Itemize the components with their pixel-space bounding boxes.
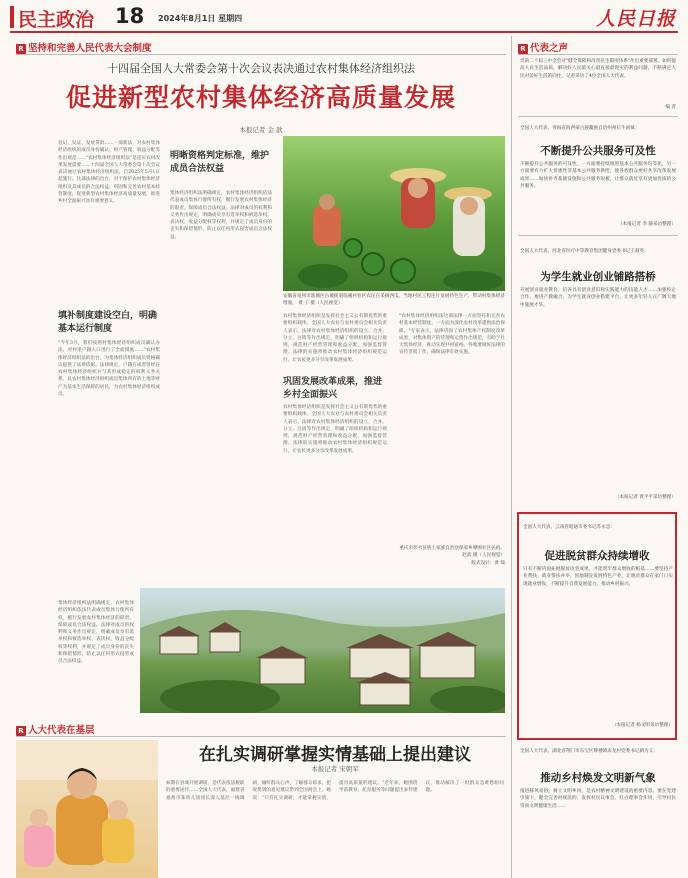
deputy-children-illustration <box>16 740 158 878</box>
main-headline: 促进新型农村集体经济高质量发展 <box>65 83 456 112</box>
issue-date: 2024年8月1日 星期四 <box>158 14 243 23</box>
page-number: 18 <box>115 4 145 28</box>
bottom-article-body: 如期在县城开展调研，是代表依法履职的重要途径……全国人大代表、福建省福州市某幼儿园园长深入基层一线调研，倾听群众心声，了解群众诉求，把收集到的意见建议带到全国两会上。她说："只有扎实调研，才能掌握实情，提出高质量的建议。"近年来，她围绕学前教育、托育服务等问题提出多件建议，推动解决了一批群众急难愁盼问题。 <box>166 781 504 801</box>
right-intro-rule <box>518 116 678 117</box>
main-col3-text: 农村集体经济组织是发挥社会主义公有制优势的重要组织载体。全国人大农业与农村委员会相关负责人表示，法律对农村集体经济组织的设立、合并、分立、注销等作出规定，明确了组织机构和运行规则，规范财产经营管理和收益分配，加强监督管理。法律的实施将推动农村集体经济组织规范运行，让农民更多分享改革发展成果。 <box>283 314 387 363</box>
page-header <box>0 0 688 36</box>
deputy-2-credit: （本报记者 黄平平采访整理） <box>614 495 676 500</box>
layout-editor: 版式设计：黄 瑞 <box>471 560 505 566</box>
deputy-1-meta: 全国人大代表、青海省海西蒙古族藏族自治州州长牛国斌： <box>520 126 640 131</box>
subhead-fill-gap: 填补制度建设空白，明确基本运行制度 <box>58 311 158 334</box>
newspaper-logo: 人民日报 <box>596 8 677 30</box>
main-col3-text-b: 农村集体经济组织是发挥社会主义公有制优势的重要组织载体。全国人大农业与农村委员会相关负责人表示，法律对农村集体经济组织的设立、合并、分立、注销等作出规定，明确了组织机构和运行规则，规范财产经营管理和收益分配，加强监督管理。法律的实施将推动农村集体经济组织规范运行，让农民更多分享改革发展成果。 <box>283 405 387 454</box>
deputy-4-meta: 全国人大代表、湖北省荆门市东宝区牌楼镇来龙村党委书记朝为义： <box>520 749 658 754</box>
r-badge-icon: R <box>518 44 528 54</box>
right-intro-author: 编 者 <box>665 105 676 110</box>
deputy-4-body: 推进移风易俗，树立文明乡风，是农村精神文明建设的重要内容。要在党建引领下，健全完善村规民约，发挥村民议事会、红白理事会作用，引导村民崇尚文明健康生活…… <box>520 789 676 809</box>
right-tag-rule <box>518 54 678 55</box>
main-col2-text: 集体经济组织法明确规定，农村集体经济组织依法代表成员集体行使所有权，履行发展农村集体经济的职责，保障成员合法权益。法律对成员的权利和义务作出规定，明确成员享有选举权和被选举权、表决权、收益分配权等权利，并规定了成员身份的丧失和保留情形，防止以任何形式侵害成员合法权益。 <box>170 191 272 240</box>
photo1-credit: 黄 子 摄（人民视觉） <box>298 301 343 307</box>
right-intro-box <box>520 58 676 114</box>
r-badge-icon: R <box>16 726 26 736</box>
village-scene-illustration <box>140 588 505 713</box>
deputy-2-body: 开展创业就业教育，培养具有创业意识和实践能力的技能人才……加强校企合作，推进产教融合，为学生就业创业搭建平台，让更多年轻人在广阔天地中施展才华。 <box>520 288 676 308</box>
photo-watermelon-harvest <box>283 136 505 291</box>
main-col1-text: 登记、发证、发放贷款……一部新法，对农村集体经济组织的成员身份确认、财产管理、收益分配等作出规范……"农村集体经济组织法"是适应农村改革发展需要……十四届全国人大常委会第十次会议表决通过农村集体经济组织法，自2025年5月1日起施行。这部法律的出台，对于保护农村集体经济组织及其成员的合法权益，巩固和完善农村基本经营制度，促进新型农村集体经济高质量发展，推进乡村全面振兴具有重要意义。 <box>58 141 160 205</box>
deputy-1-body: 不断提升公共服务的可及性，一方面要持续推进基本公共服务均等化，另一方面要有力扩大普惠性非基本公共服务供给，使各族群众更好共享改革发展成果……加快补齐基础设施和公共服务短板，让群众就近享有更加优质的公共服务。 <box>520 162 676 189</box>
deputy-1-title: 不断提升公共服务可及性 <box>540 145 656 157</box>
photo-village-homestay <box>140 588 505 713</box>
section-tag-npc-system: R 坚持和完善人民代表大会制度 <box>16 40 152 54</box>
deputy-2-meta: 全国人大代表、河北省医疗中等教育集团健身党委书记王淑英： <box>520 249 649 254</box>
main-byline: 本报记者 金 歆 <box>239 126 283 134</box>
header-accent-bar <box>10 6 14 28</box>
main-col1-text3: 集体经济组织法明确规定，农村集体经济组织依法代表成员集体行使所有权，履行发展农村集体经济的职责，保障成员合法权益。法律对成员的权利和义务作出规定，明确成员享有选举权和被选举权、表决权、收益分配权等权利，并规定了成员身份的丧失和保留情形，防止以任何形式侵害成员合法权益。 <box>58 601 134 665</box>
farm-scene-illustration <box>283 136 505 291</box>
main-kicker: 十四届全国人大常委会第十次会议表决通过农村集体经济组织法 <box>107 62 415 75</box>
photo-deputy-with-children <box>16 740 158 878</box>
r-badge-icon: R <box>16 44 26 54</box>
section-tag-deputies-grassroots: R 人大代表在基层 <box>16 722 95 736</box>
main-col1-text2: "今年3月，我们按照村集体经济组织成员确认办法，对村里户籍人口进行了全面摸底……"农村集体经济组织法的出台，为集体经济组织成员资格确认提供了法律依据。法律规定，户籍在或者曾经在农村集体经济组织并与其形成稳定的权利义务关系，以农村集体经济组织成员集体所有的土地等财产为基本生活保障的居民，为农村集体经济组织成员。 <box>58 341 160 398</box>
deputy-3-title: 促进脱贫群众持续增收 <box>544 550 650 562</box>
deputy-3-body: 只有不断巩固拓展脱贫攻坚成果，才能筑牢群众增收的根基……要坚持产业帮扶、就业帮扶并举，因地制宜发展特色产业，让脱贫群众在家门口实现就业增收，不断提升自我发展能力，推动乡村振兴。 <box>523 567 673 587</box>
main-col4-text: "农村集体经济组织法这部法律一方面坚持和完善农村基本经营制度，一方面为深化农村改革提供法治保障。"专家表示，法律巩固了农村集体产权制度改革成果，对集体资产的管理和运营作出规范，有助于壮大集体经济，推动实现共同富裕。各地要做好法律的宣传贯彻工作，确保法律有效实施。 <box>399 314 505 356</box>
deputy-4-title: 推动乡村焕发文明新气象 <box>540 772 656 784</box>
deputy-3-credit: （本报记者 杨文明采访整理） <box>611 723 673 728</box>
section-tag-rule <box>16 54 506 55</box>
subhead-membership: 明晰资格判定标准，维护成员合法权益 <box>170 151 270 174</box>
subhead-consolidate: 巩固发展改革成果，推进乡村全面振兴 <box>283 377 383 400</box>
right-item1-rule <box>518 235 678 236</box>
bottom-headline: 在扎实调研掌握实情基础上提出建议 <box>199 745 471 765</box>
photo2-caption: 重庆市彭水苗族土家族自治县保家乡摩围社区民宿。 <box>399 546 505 551</box>
deputy-2-title: 为学生就业创业铺路搭桥 <box>540 271 656 283</box>
bottom-byline: 本报记者 宋朝军 <box>311 765 359 773</box>
photo1-caption: 安徽省亳州市谯城区古城街道临溪村社区农民在采摘西瓜，当地村民工程连片发展特色生产，带动村集体经济增收。 黄 子 摄（人民视觉） <box>283 294 505 307</box>
highlight-box-deputy-3[interactable] <box>517 512 677 740</box>
bottom-section-rule <box>16 736 506 737</box>
deputy-3-meta: 全国人大代表、云南省昭通市委书记苏永忠： <box>523 525 615 530</box>
photo2-credit: 赵武 摄（人民视觉） <box>462 553 505 559</box>
section-tag-deputies-voice: R 代表之声 <box>518 40 568 54</box>
deputy-1-credit: （本报记者 李 静采访整理） <box>617 222 676 227</box>
section-name: 民主政治 <box>18 9 95 31</box>
photo2-caption-block <box>370 545 505 585</box>
column-divider <box>511 36 512 878</box>
right-intro-text: 党的二十届三中全会对"健全保障和改善民生制度体系"作出重要部署。如何提高人民生活品质，解决好人民最关心最直接最现实的利益问题，不断满足人民对美好生活的向往，记者采访了4位全国人大代表。 <box>520 59 676 79</box>
header-rule <box>10 31 678 33</box>
